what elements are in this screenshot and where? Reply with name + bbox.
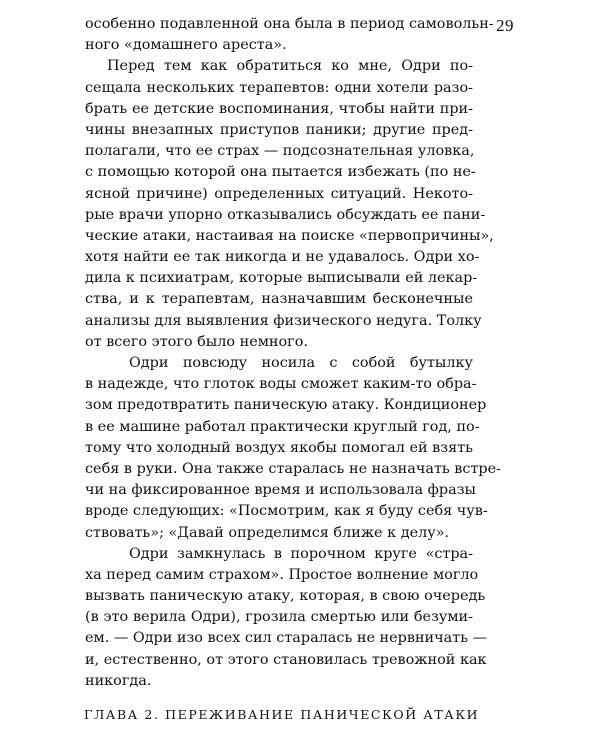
text-line: и, естественно, от этого становилась тревожной как <box>85 651 487 668</box>
text-line: хотя найти ее так никогда и не удавалось. Одри хо- <box>85 249 480 266</box>
text-line: в ее машине работал практически круглый год, по- <box>85 418 480 435</box>
text-line: анализы для выявления физического недуга. Толку <box>85 312 482 329</box>
text-line: (в это верила Одри), грозила смертью или безуми- <box>85 609 473 626</box>
text-line: рые врачи упорно отказывались обсуждать ее пани- <box>85 206 486 223</box>
paragraph-1 <box>85 14 494 56</box>
text-line: ствовать»; «Давай определимся ближе к делу». <box>85 524 450 541</box>
paragraph-2 <box>85 56 494 353</box>
text-line: чины внезапных приступов паники; другие пред- <box>85 121 473 138</box>
body-text <box>85 14 502 692</box>
text-line: зом предотвратить паническую атаку. Кондиционер <box>85 397 487 414</box>
text-line: сещала нескольких терапевтов: одни хотели разо- <box>85 79 473 96</box>
text-line: особенно подавленной она была в период самовольн- <box>85 16 494 32</box>
text-line: себя в руки. Она также старалась не назначать встре- <box>85 460 502 477</box>
text-line: ясной причине) определенных ситуаций. Некото- <box>85 185 473 202</box>
paragraph-4 <box>85 544 487 692</box>
text-line: ха перед самим страхом». Простое волнение могло <box>85 566 479 583</box>
text-line: с помощью которой она пытается избежать (по не- <box>85 164 476 181</box>
text-line: Одри замкнулась в порочном круге «стра- <box>129 545 473 562</box>
text-line: в надежде, что глоток воды сможет каким-то обра- <box>85 376 477 393</box>
text-line: чи на фиксированное время и использовала фразы <box>85 482 476 499</box>
text-line: полагали, что ее страх — подсознательная уловка, <box>85 143 475 160</box>
text-line: Перед тем как обратиться ко мне, Одри по- <box>107 58 473 75</box>
text-line: ного «домашнего ареста». <box>85 37 287 54</box>
running-footer: ГЛАВА 2. ПЕРЕЖИВАНИЕ ПАНИЧЕСКОЙ АТАКИ <box>84 707 480 722</box>
text-line: от всего этого было немного. <box>85 333 308 350</box>
text-line: ем. — Одри изо всех сил старалась не нервничать — <box>85 630 487 647</box>
text-line: брать ее детские воспоминания, чтобы найти при- <box>85 100 473 117</box>
paragraph-3 <box>85 353 502 544</box>
page-number: 29 <box>496 16 514 35</box>
text-line: дила к психиатрам, которые выписывали ей лекар- <box>85 270 478 287</box>
text-line: никогда. <box>85 672 152 689</box>
text-line: ства, и к терапевтам, назначавшим бесконечные <box>85 291 473 308</box>
text-line: Одри повсюду носила с собой бутылку <box>129 355 473 371</box>
text-line: ческие атаки, настаивая на поиске «первопричины», <box>85 227 494 244</box>
text-line: вызвать паническую атаку, которая, в свою очередь <box>85 588 486 605</box>
text-line: вроде следующих: «Посмотрим, как я буду себя чув- <box>85 503 488 520</box>
text-line: тому что холодный воздух якобы помогал ей взять <box>85 439 473 456</box>
